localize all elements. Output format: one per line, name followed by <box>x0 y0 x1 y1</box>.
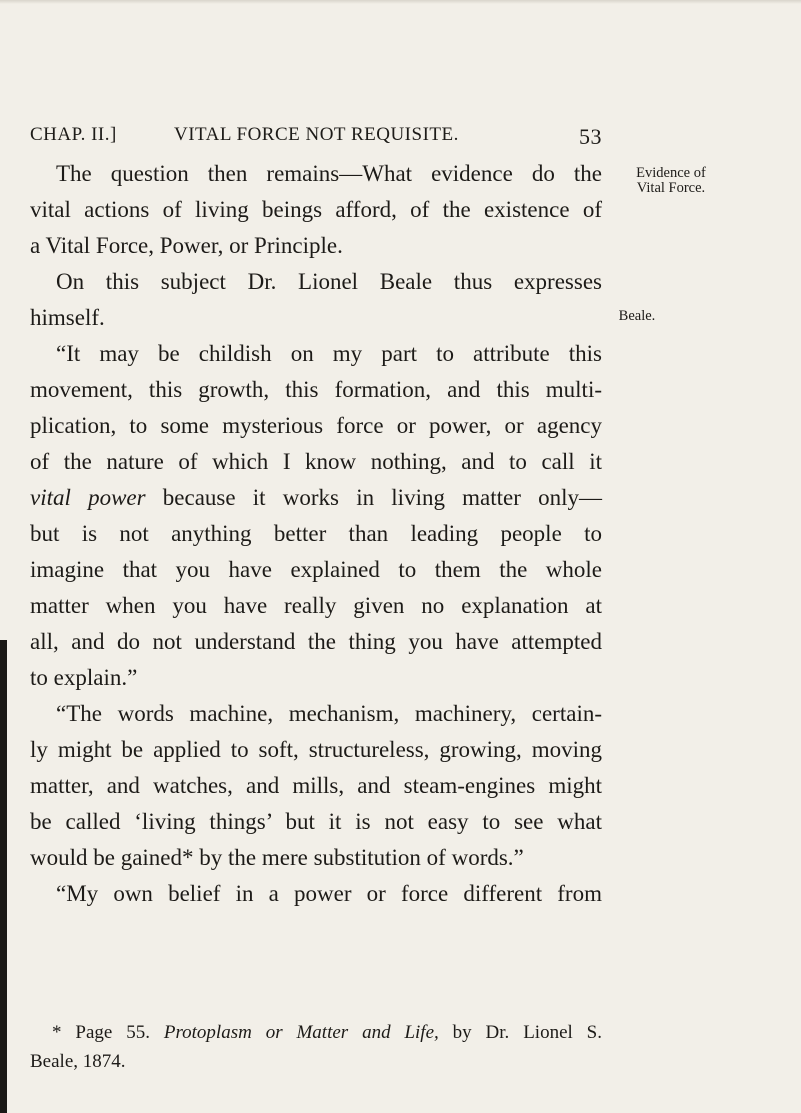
chapter-label: CHAP. II.] <box>30 124 117 145</box>
footnote-book-title: Protoplasm or Matter and Life, <box>163 1022 439 1043</box>
emphasis-vital-power: vital power <box>30 485 146 510</box>
text-line: ly might be applied to soft, structureless, growing, moving <box>30 737 602 762</box>
text-line: The question then remains—What evidence do the <box>56 161 602 186</box>
margin-note-evidence-line2: Vital Force. <box>636 180 706 196</box>
margin-note-evidence <box>615 166 727 196</box>
text-line: of the nature of which I know nothing, and to call it <box>30 449 602 474</box>
running-header <box>30 124 602 154</box>
text-line: would be gained* by the mere substitution of words.” <box>30 845 524 870</box>
text-line: all, and do not understand the thing you have attempted <box>30 629 602 654</box>
text-line: matter, and watches, and mills, and steam-engines might <box>30 773 602 798</box>
margin-note-beale-text: Beale. <box>618 308 656 324</box>
footnote-line-2: Beale, 1874. <box>30 1051 126 1072</box>
text-line: imagine that you have explained to them the whole <box>30 557 602 582</box>
footnote-author: by Dr. Lionel S. <box>438 1022 602 1043</box>
text-line: “It may be childish on my part to attribute this <box>56 341 602 366</box>
margin-note-beale <box>612 309 662 324</box>
text-line: “The words machine, mechanism, machinery, certain- <box>56 701 602 726</box>
scan-edge <box>0 640 7 1113</box>
page-top-shadow <box>0 0 801 4</box>
text-line: a Vital Force, Power, or Principle. <box>30 233 343 258</box>
text-line: to explain.” <box>30 665 138 690</box>
text-line <box>30 480 602 516</box>
margin-note-evidence-line1: Evidence of <box>636 165 706 181</box>
text-line: but is not anything better than leading people to <box>30 521 602 546</box>
footnote-line <box>30 1018 602 1047</box>
text-line: On this subject Dr. Lionel Beale thus expresses <box>56 269 602 294</box>
text-line: vital actions of living beings afford, of the existence of <box>30 197 602 222</box>
text-line: matter when you have really given no explanation at <box>30 593 602 618</box>
text-line: himself. <box>30 305 105 330</box>
text-line: plication, to some mysterious force or power, or agency <box>30 413 602 438</box>
text-fragment: because it works in living matter only— <box>145 485 602 510</box>
running-title: VITAL FORCE NOT REQUISITE. <box>174 124 459 145</box>
text-line: be called ‘living things’ but it is not easy to see what <box>30 809 602 834</box>
text-line: movement, this growth, this formation, and this multi- <box>30 377 602 402</box>
page-number: 53 <box>579 124 602 149</box>
footnote-prefix: * Page 55. <box>52 1022 164 1043</box>
footnote <box>30 1018 602 1076</box>
text-line: “My own belief in a power or force different from <box>56 881 602 906</box>
body-text <box>30 156 602 912</box>
